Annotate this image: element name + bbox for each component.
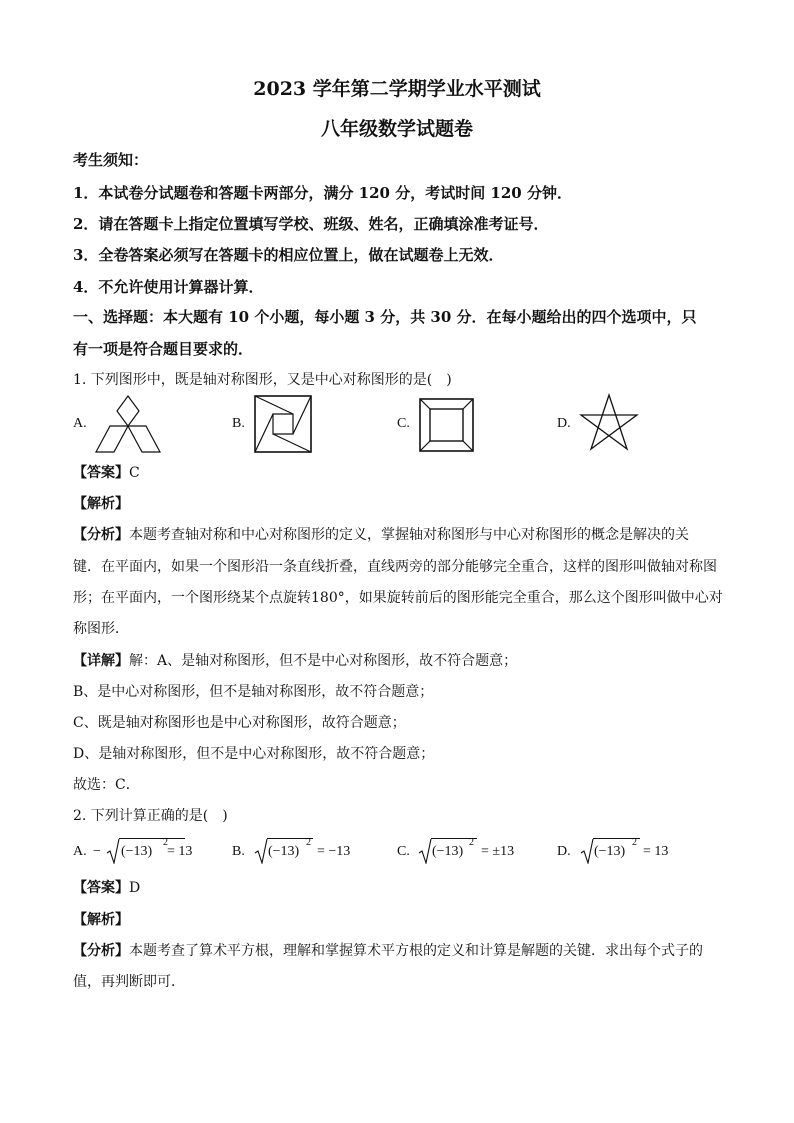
q1-xiangjie-line: 故选：C． — [73, 777, 140, 793]
answer-tag: 【答案】 — [73, 880, 129, 896]
option-result: = ±13 — [481, 844, 515, 859]
radical-bar — [119, 838, 185, 839]
nested-square-frame-icon — [418, 397, 476, 457]
q1-analysis-tag: 【解析】 — [73, 496, 129, 512]
three-rhombus-icon — [93, 395, 163, 457]
q1-xiangjie-line: D、是轴对称图形，但不是中心对称图形，故不符合题意； — [73, 746, 435, 762]
notice-item: 3．全卷答案必须写在答题卡的相应位置上，做在试题卷上无效． — [73, 246, 504, 264]
option-label: B. — [232, 844, 245, 859]
radical-sign-icon — [106, 838, 120, 864]
answer-tag: 【答案】 — [73, 465, 129, 481]
answer-value: D — [129, 880, 141, 896]
radicand-exponent: 2 — [306, 837, 311, 848]
q1-fenxi-line: 【分析】本题考查轴对称和中心对称图形的定义，掌握轴对称图形与中心对称图形的概念是解决的关 — [73, 527, 689, 543]
notice-heading: 考生须知： — [73, 151, 149, 169]
pinwheel-square-icon — [253, 394, 315, 458]
radicand-base: (−13) — [268, 844, 300, 859]
q1-xiangjie-line: 【详解】解：A、是轴对称图形，但不是中心对称图形，故不符合题意； — [73, 653, 518, 669]
option-result: = −13 — [317, 844, 351, 859]
q1-fenxi-line: 称图形． — [73, 621, 129, 637]
q2-answer — [73, 878, 140, 898]
q1-xiangjie-line: B、是中心对称图形，但不是轴对称图形，故不符合题意； — [73, 684, 434, 700]
q1-option-c-label: C. — [397, 416, 410, 431]
section-heading: 一、选择题：本大题有 10 个小题，每小题 3 分，共 30 分．在每小题给出的四个选项中，只 — [73, 308, 697, 326]
exam-subtitle: 八年级数学试题卷 — [320, 118, 473, 140]
option-result: = 13 — [643, 844, 669, 859]
radical-sign-icon — [418, 838, 432, 864]
option-prefix: − — [93, 844, 101, 859]
question-1-stem: 1. 下列图形中，既是轴对称图形，又是中心对称图形的是( ) — [73, 372, 452, 388]
exam-title: 2023 学年第二学期学业水平测试 — [253, 78, 541, 100]
notice-item: 4．不允许使用计算器计算． — [73, 278, 264, 296]
q1-xiangjie-line: C、既是轴对称图形也是中心对称图形，故符合题意； — [73, 715, 406, 731]
q1-fenxi-line: 形；在平面内，一个图形绕某个点旋转180°，如果旋转前后的图形能完全重合，那么这个图形叫做中心对 — [73, 590, 723, 606]
answer-value: C — [129, 465, 140, 481]
radicand-exponent: 2 — [632, 837, 637, 848]
radical-sign-icon — [580, 838, 594, 864]
radicand-base: (−13) — [594, 844, 626, 859]
radicand-base: (−13) — [432, 844, 464, 859]
q2-analysis-tag: 【解析】 — [73, 912, 129, 928]
q1-fenxi-line: 键．在平面内，如果一个图形沿一条直线折叠，直线两旁的部分能够完全重合，这样的图形叫做轴对称图 — [73, 559, 717, 575]
q1-option-a-label: A. — [73, 416, 87, 431]
option-label: C. — [397, 844, 410, 859]
radical-sign-icon — [254, 838, 268, 864]
section-heading-cont: 有一项是符合题目要求的． — [73, 340, 254, 358]
radicand-exponent: 2 — [469, 837, 474, 848]
radicand-base: (−13) — [121, 844, 153, 859]
option-label: D. — [557, 844, 571, 859]
pentagram-icon — [578, 393, 640, 457]
option-result: = 13 — [167, 844, 193, 859]
q1-answer — [73, 463, 140, 483]
notice-item: 1．本试卷分试题卷和答题卡两部分，满分 120 分，考试时间 120 分钟． — [73, 184, 572, 202]
question-2-stem: 2. 下列计算正确的是( ) — [73, 808, 228, 824]
q2-fenxi-line: 值，再判断即可． — [73, 974, 185, 990]
notice-item: 2．请在答题卡上指定位置填写学校、班级、姓名，正确填涂准考证号． — [73, 215, 549, 233]
option-label: A. — [73, 844, 87, 859]
q2-fenxi-line: 【分析】本题考查了算术平方根，理解和掌握算术平方根的定义和计算是解题的关键．求出每个式子的 — [73, 943, 703, 959]
radicand-exponent: 2 — [163, 837, 168, 848]
q1-option-b-label: B. — [232, 416, 245, 431]
q1-option-d-label: D. — [557, 416, 571, 431]
